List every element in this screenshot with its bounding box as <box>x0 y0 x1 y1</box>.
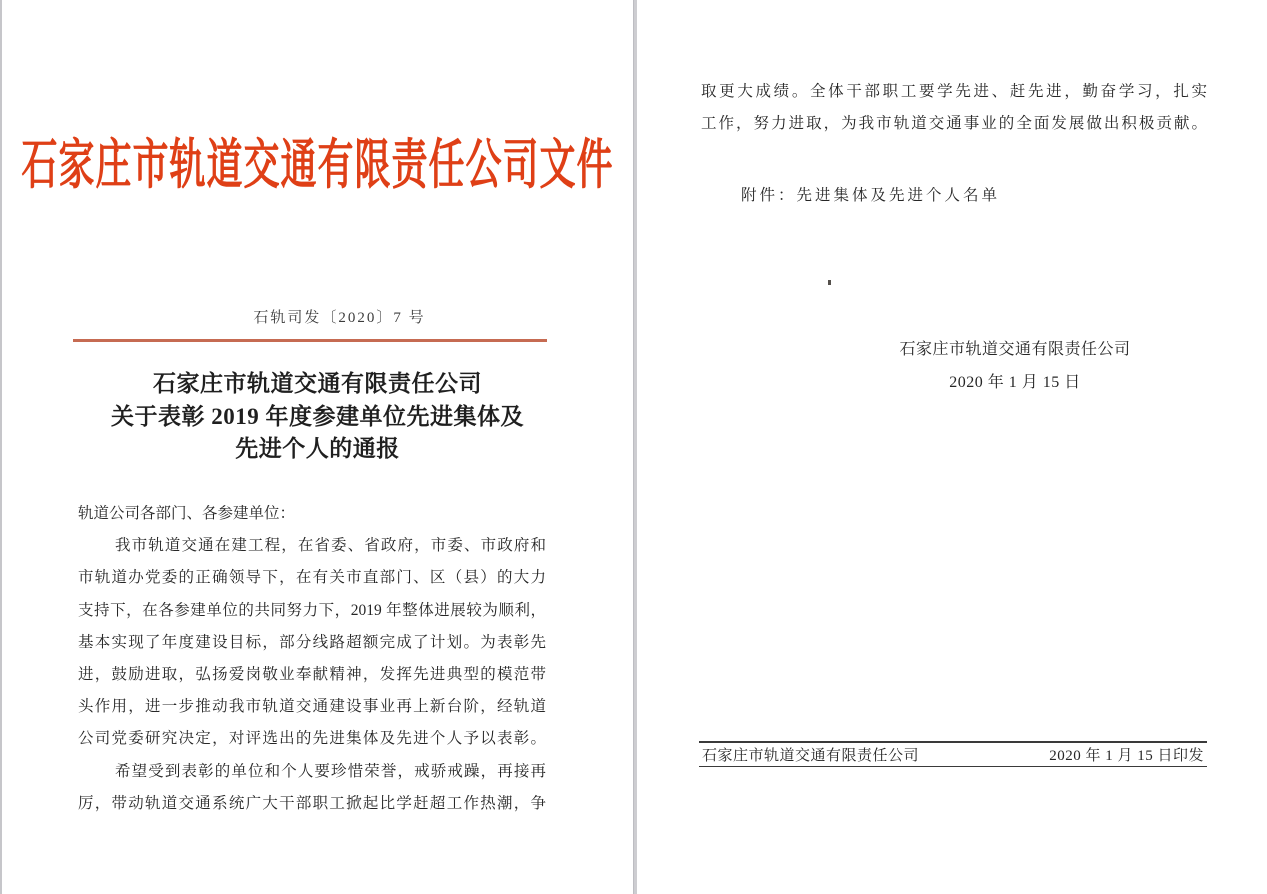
doc-number: 石轨司发〔2020〕7 号 <box>253 310 426 326</box>
body-line: 头作用，进一步推动我市轨道交通建设事业再上新台阶，经轨道 <box>78 698 546 716</box>
page-right <box>636 0 1267 894</box>
salutation-line: 轨道公司各部门、各参建单位： <box>78 505 296 522</box>
body-line: 我市轨道交通在建工程，在省委、省政府，市委、市政府和 <box>115 537 546 555</box>
signature-block <box>899 333 1130 399</box>
document-title <box>2 368 633 466</box>
body-line: 厉，带动轨道交通系统广大干部职工掀起比学赶超工作热潮，争 <box>78 794 546 812</box>
body-line: 取更大成绩。全体干部职工要学先进、赶先进，勤奋学习，扎实 <box>701 83 1207 100</box>
colophon <box>699 741 1207 767</box>
body-line: 支持下，在各参建单位的共同努力下，2019 年整体进展较为顺利， <box>78 601 546 619</box>
document-title-line-2: 关于表彰 2019 年度参建单位先进集体及 <box>111 403 524 429</box>
stray-mark <box>828 280 831 285</box>
colophon-org: 石家庄市轨道交通有限责任公司 <box>702 748 920 764</box>
signature-date: 2020 年 1 月 15 日 <box>949 374 1081 391</box>
document-title-line-3: 先进个人的通报 <box>235 436 400 461</box>
body-text-right <box>701 76 1207 140</box>
body-line: 市轨道办党委的正确领导下，在有关市直部门、区（县）的大力 <box>78 569 546 587</box>
body-line: 进，鼓励进取，弘扬爱岗敬业奉献精神，发挥先进典型的模范带 <box>78 666 546 684</box>
colophon-print-date: 2020 年 1 月 15 日印发 <box>1049 748 1204 764</box>
document-title-line-1: 石家庄市轨道交通有限责任公司 <box>153 371 482 396</box>
body-line: 工作，努力进取，为我市轨道交通事业的全面发展做出积极贡献。 <box>701 115 1207 133</box>
signature-org: 石家庄市轨道交通有限责任公司 <box>899 341 1131 358</box>
body-line: 公司党委研究决定，对评选出的先进集体及先进个人予以表彰。 <box>78 730 546 748</box>
letterhead-title: 石家庄市轨道交通有限责任公司文件 <box>21 135 614 195</box>
attachment-line: 附件：先进集体及先进个人名单 <box>741 187 1001 204</box>
body-line: 基本实现了年度建设目标，部分线路超额完成了计划。为表彰先 <box>78 633 546 651</box>
page-left <box>2 0 633 894</box>
body-text-left <box>78 498 546 820</box>
red-separator-line <box>73 339 547 342</box>
body-line: 希望受到表彰的单位和个人要珍惜荣誉，戒骄戒躁，再接再 <box>115 762 546 780</box>
